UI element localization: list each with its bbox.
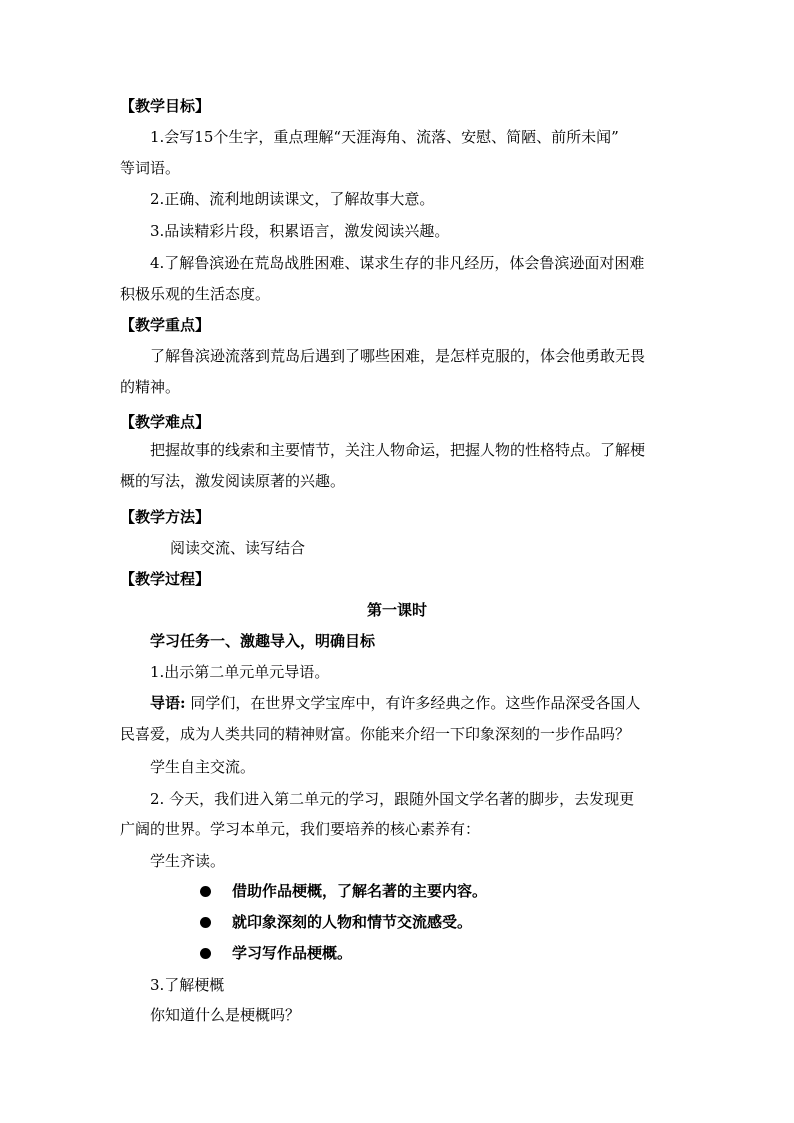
objective-item-4: 4.了解鲁滨逊在荒岛战胜困难、谋求生存的非凡经历，体会鲁滨逊面对困难 [150, 254, 645, 272]
step2-line-2: 广阔的世界。学习本单元，我们要培养的核心素养有： [120, 820, 481, 838]
bullet-dot-icon [200, 948, 211, 959]
step3-text: 3.了解梗概 [150, 976, 225, 994]
step2-line-1: 2. 今天，我们进入第二单元的学习，跟随外国文学名著的脚步，去发现更 [150, 790, 635, 808]
key-points-heading: 【教学重点】 [120, 316, 211, 334]
question-text: 你知道什么是梗概吗？ [150, 1006, 301, 1024]
key-points-line-2: 的精神。 [120, 378, 181, 396]
objective-item-2: 2.正确、流利地朗读课文，了解故事大意。 [150, 190, 435, 208]
objective-item-4-cont: 积极乐观的生活态度。 [120, 285, 271, 303]
objective-item-1-cont: 等词语。 [120, 159, 181, 177]
bullet-dot-icon [200, 917, 211, 928]
objective-item-3: 3.品读精彩片段，积累语言，激发阅读兴趣。 [150, 222, 450, 240]
objective-item-1: 1.会写15个生字，重点理解“天涯海角、流落、安慰、简陋、前所未闻” [150, 128, 619, 146]
student-exchange: 学生自主交流。 [150, 758, 256, 776]
guide-text-1: 同学们，在世界文学宝库中，有许多经典之作。这些作品深受各国人 [185, 694, 641, 712]
key-points-line-1: 了解鲁滨逊流落到荒岛后遇到了哪些困难，是怎样克服的，体会他勇敢无畏 [150, 347, 646, 365]
bullet-item: 借助作品梗概，了解名著的主要内容。 [232, 882, 488, 900]
difficulties-line-1: 把握故事的线索和主要情节，关注人物命运，把握人物的性格特点。了解梗 [150, 441, 646, 459]
lesson-title: 第一课时 [366, 601, 427, 619]
methods-text: 阅读交流、读写结合 [170, 539, 306, 557]
step1-text: 1.出示第二单元单元导语。 [150, 663, 330, 681]
student-read: 学生齐读。 [150, 852, 226, 870]
process-heading: 【教学过程】 [120, 570, 211, 588]
bullet-item: 学习写作品梗概。 [232, 944, 353, 962]
bullet-item: 就印象深刻的人物和情节交流感受。 [232, 913, 473, 931]
difficulties-heading: 【教学难点】 [120, 413, 211, 431]
guide-line-2: 民喜爱，成为人类共同的精神财富。你能来介绍一下印象深刻的一步作品吗？ [120, 725, 631, 743]
task1-title: 学习任务一、激趣导入，明确目标 [150, 632, 376, 650]
objectives-heading: 【教学目标】 [120, 97, 211, 115]
guide-line-1 [150, 693, 640, 713]
methods-heading: 【教学方法】 [120, 508, 211, 526]
difficulties-line-2: 概的写法，激发阅读原著的兴趣。 [120, 472, 346, 490]
guide-label: 导语: [150, 694, 186, 712]
bullet-dot-icon [200, 886, 211, 897]
